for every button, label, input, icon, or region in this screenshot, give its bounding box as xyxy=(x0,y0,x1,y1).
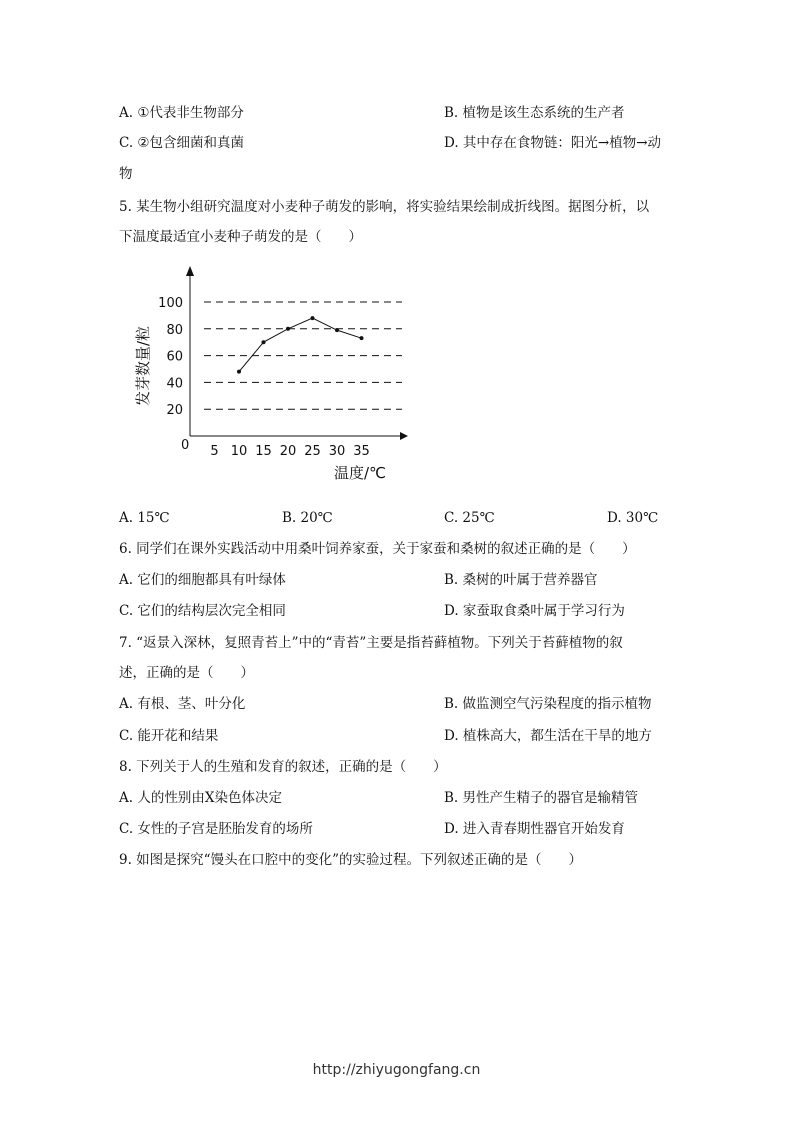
series-line xyxy=(239,318,362,372)
q7-stem-line1: 7. “返景入深林，复照青苔上”中的“青苔”主要是指苔藓植物。下列关于苔藓植物的叙 xyxy=(119,635,623,651)
q4-option-a: A. ①代表非生物部分 xyxy=(119,105,244,121)
q8-option-b: B. 男性产生精子的器官是输精管 xyxy=(444,790,639,806)
q6-option-a: A. 它们的细胞都具有叶绿体 xyxy=(119,572,286,588)
x-tick-label: 30 xyxy=(328,444,346,459)
x-tick-label: 25 xyxy=(304,444,321,459)
y-axis-title: 发芽数量/粒 xyxy=(134,325,152,407)
q7-option-d: D. 植株高大，都生活在干旱的地方 xyxy=(444,728,652,744)
x-axis-title: 温度/℃ xyxy=(334,464,386,482)
chart-grid xyxy=(204,302,402,409)
q6-option-d: D. 家蚕取食桑叶属于学习行为 xyxy=(444,603,625,619)
origin-label: 0 xyxy=(181,438,190,453)
chart-series xyxy=(237,316,364,374)
footer-url[interactable]: http://zhiyugongfang.cn xyxy=(312,1062,481,1078)
q6-option-c: C. 它们的结构层次完全相同 xyxy=(119,603,286,619)
q7-option-a: A. 有根、茎、叶分化 xyxy=(119,696,246,712)
x-tick-label: 35 xyxy=(353,444,370,459)
q5-option-d: D. 30℃ xyxy=(607,510,659,526)
chart-axes xyxy=(186,266,408,440)
q4-option-c: C. ②包含细菌和真菌 xyxy=(119,135,245,151)
q8-option-d: D. 进入青春期性器官开始发育 xyxy=(444,821,625,837)
data-point xyxy=(262,340,266,344)
q4-option-d-continuation: 物 xyxy=(119,166,133,182)
x-tick-label: 10 xyxy=(230,444,248,459)
q8-option-a: A. 人的性别由X染色体决定 xyxy=(119,790,282,806)
q4-option-b: B. 植物是该生态系统的生产者 xyxy=(444,105,625,121)
q6-option-b: B. 桑树的叶属于营养器官 xyxy=(444,572,598,588)
q7-option-c: C. 能开花和结果 xyxy=(119,728,219,744)
data-point xyxy=(286,327,290,331)
q5-option-a: A. 15℃ xyxy=(119,510,170,526)
data-point xyxy=(335,328,339,332)
y-tick-label: 100 xyxy=(158,296,183,311)
q5-option-c: C. 25℃ xyxy=(444,510,495,526)
x-tick-label: 20 xyxy=(279,444,297,459)
data-point xyxy=(360,336,364,340)
q7-stem-line2: 述，正确的是（ ） xyxy=(119,665,254,681)
y-tick-label: 60 xyxy=(166,349,183,365)
q8-stem: 8. 下列关于人的生殖和发育的叙述，正确的是（ ） xyxy=(119,759,447,775)
q9-stem: 9. 如图是探究“馒头在口腔中的变化”的实验过程。下列叙述正确的是（ ） xyxy=(119,852,582,868)
q5-option-b: B. 20℃ xyxy=(282,510,333,526)
y-tick-label: 80 xyxy=(166,322,183,338)
q8-option-c: C. 女性的子宫是胚胎发育的场所 xyxy=(119,821,313,837)
q6-stem: 6. 同学们在课外实践活动中用桑叶饲养家蚕，关于家蚕和桑树的叙述正确的是（ ） xyxy=(119,541,636,557)
data-point xyxy=(237,370,241,374)
x-tick-label: 5 xyxy=(210,444,219,459)
y-tick-label: 40 xyxy=(166,376,183,392)
germination-line-chart xyxy=(130,258,430,490)
q4-option-d: D. 其中存在食物链：阳光→植物→动 xyxy=(444,135,662,151)
x-axis-arrow xyxy=(400,432,408,440)
y-tick-label: 20 xyxy=(166,403,183,419)
q5-stem-line2: 下温度最适宜小麦种子萌发的是（ ） xyxy=(119,229,362,245)
data-point xyxy=(311,316,315,320)
q5-stem-line1: 5. 某生物小组研究温度对小麦种子萌发的影响，将实验结果绘制成折线图。据图分析，以 xyxy=(119,199,650,215)
x-tick-label: 15 xyxy=(255,444,272,459)
q7-option-b: B. 做监测空气污染程度的指示植物 xyxy=(444,696,652,712)
y-axis-arrow xyxy=(186,266,194,276)
